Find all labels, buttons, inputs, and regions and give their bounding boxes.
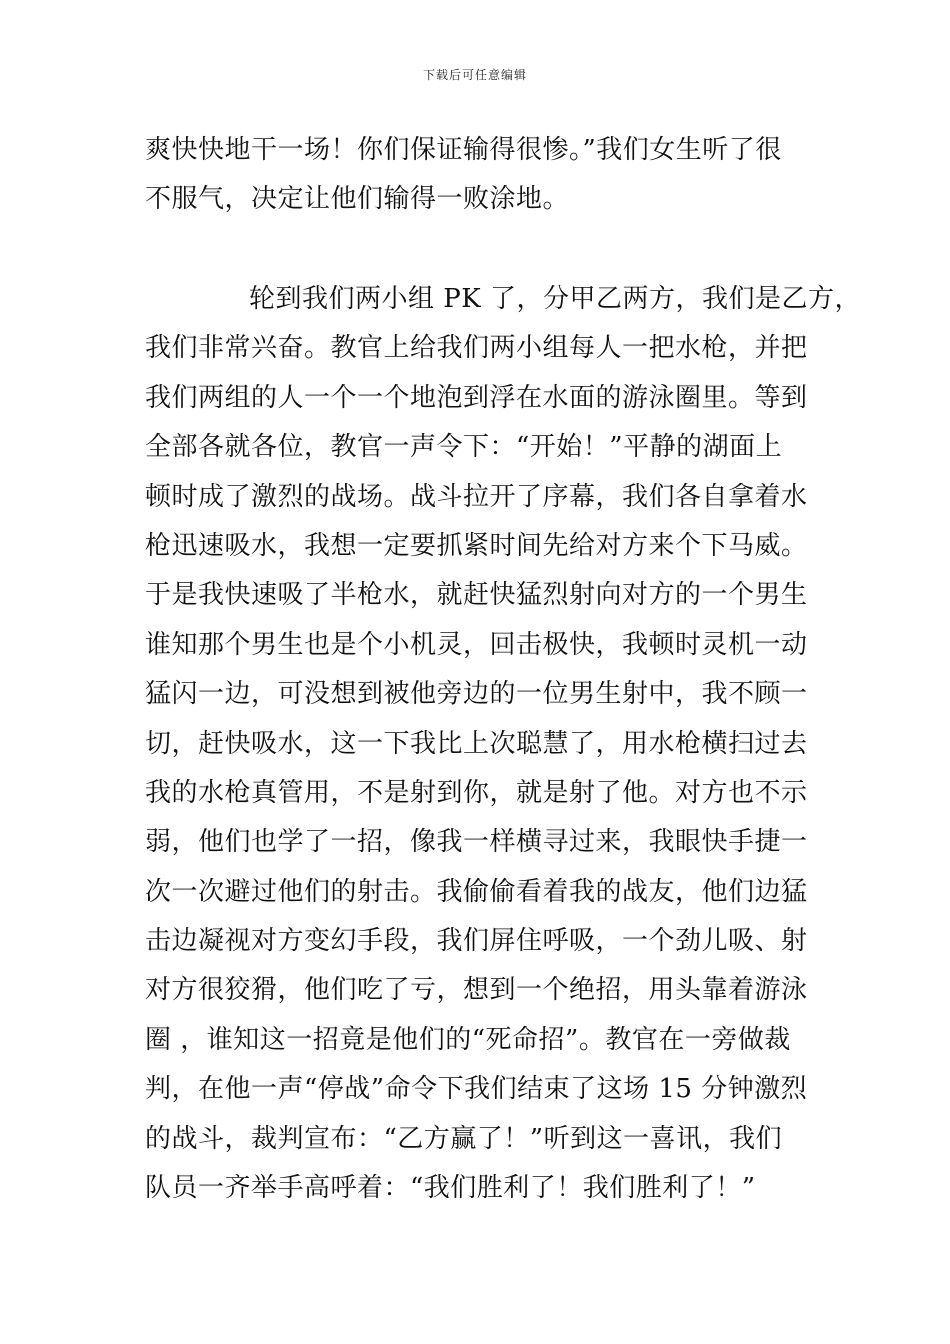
paragraph-line: 队员一齐举手高呼着：“我们胜利了！我们胜利了！” [145,1173,756,1204]
paragraph-line: 轮到我们两小组 PK 了，分甲乙两方，我们是乙方， [249,284,861,314]
paragraph-line: 猛闪一边，可没想到被他旁边的一位男生射中，我不顾一 [145,679,808,710]
paragraph-2 [145,275,861,1213]
paragraph-line: 判，在他一声“停战”命令下我们结束了这场 15 分钟激烈 [145,1074,808,1105]
paragraph-1 [145,126,835,225]
paragraph-line: 我们两组的人一个一个地泡到浮在水面的游泳圈里。等到 [145,382,808,413]
paragraph-line: 于是我快速吸了半枪水，就赶快猛烈射向对方的一个男生 [145,580,808,611]
paragraph-line: 圈 ，谁知这一招竟是他们的“死命招”。教官在一旁做裁 [145,1024,791,1055]
paragraph-line: 次一次避过他们的射击。我偷偷看着我的战友，他们边猛 [145,876,808,907]
paragraph-line: 我的水枪真管用，不是射到你，就是射了他。对方也不示 [145,777,808,808]
page-header: 下载后可任意编辑 [422,68,527,82]
paragraph-line: 谁知那个男生也是个小机灵，回击极快，我顿时灵机一动 [145,629,808,660]
paragraph-line: 击边凝视对方变幻手段，我们屏住呼吸，一个劲儿吸、射 [145,926,808,957]
paragraph-line: 的战斗，裁判宣布：“乙方赢了！”听到这一喜讯，我们 [145,1123,783,1154]
paragraph-line: 我们非常兴奋。教官上给我们两小组每人一把水枪，并把 [145,333,808,364]
paragraph-line: 不服气，决定让他们输得一败涂地。 [145,184,570,215]
paragraph-line: 全部各就各位，教官一声令下：“开始！”平静的湖面上 [145,432,783,463]
paragraph-line: 切，赶快吸水，这一下我比上次聪慧了，用水枪横扫过去 [145,728,808,759]
paragraph-line: 顿时成了激烈的战场。战斗拉开了序幕，我们各自拿着水 [145,481,808,512]
paragraph-line: 爽快快地干一场！你们保证输得很惨。”我们女生听了很 [145,135,782,165]
paragraph-line: 弱，他们也学了一招，像我一样横寻过来，我眼快手捷一 [145,827,808,858]
paragraph-line: 枪迅速吸水，我想一定要抓紧时间先给对方来个下马威。 [145,530,808,561]
paragraph-line: 对方很狡猾，他们吃了亏，想到一个绝招，用头靠着游泳 [145,975,808,1006]
